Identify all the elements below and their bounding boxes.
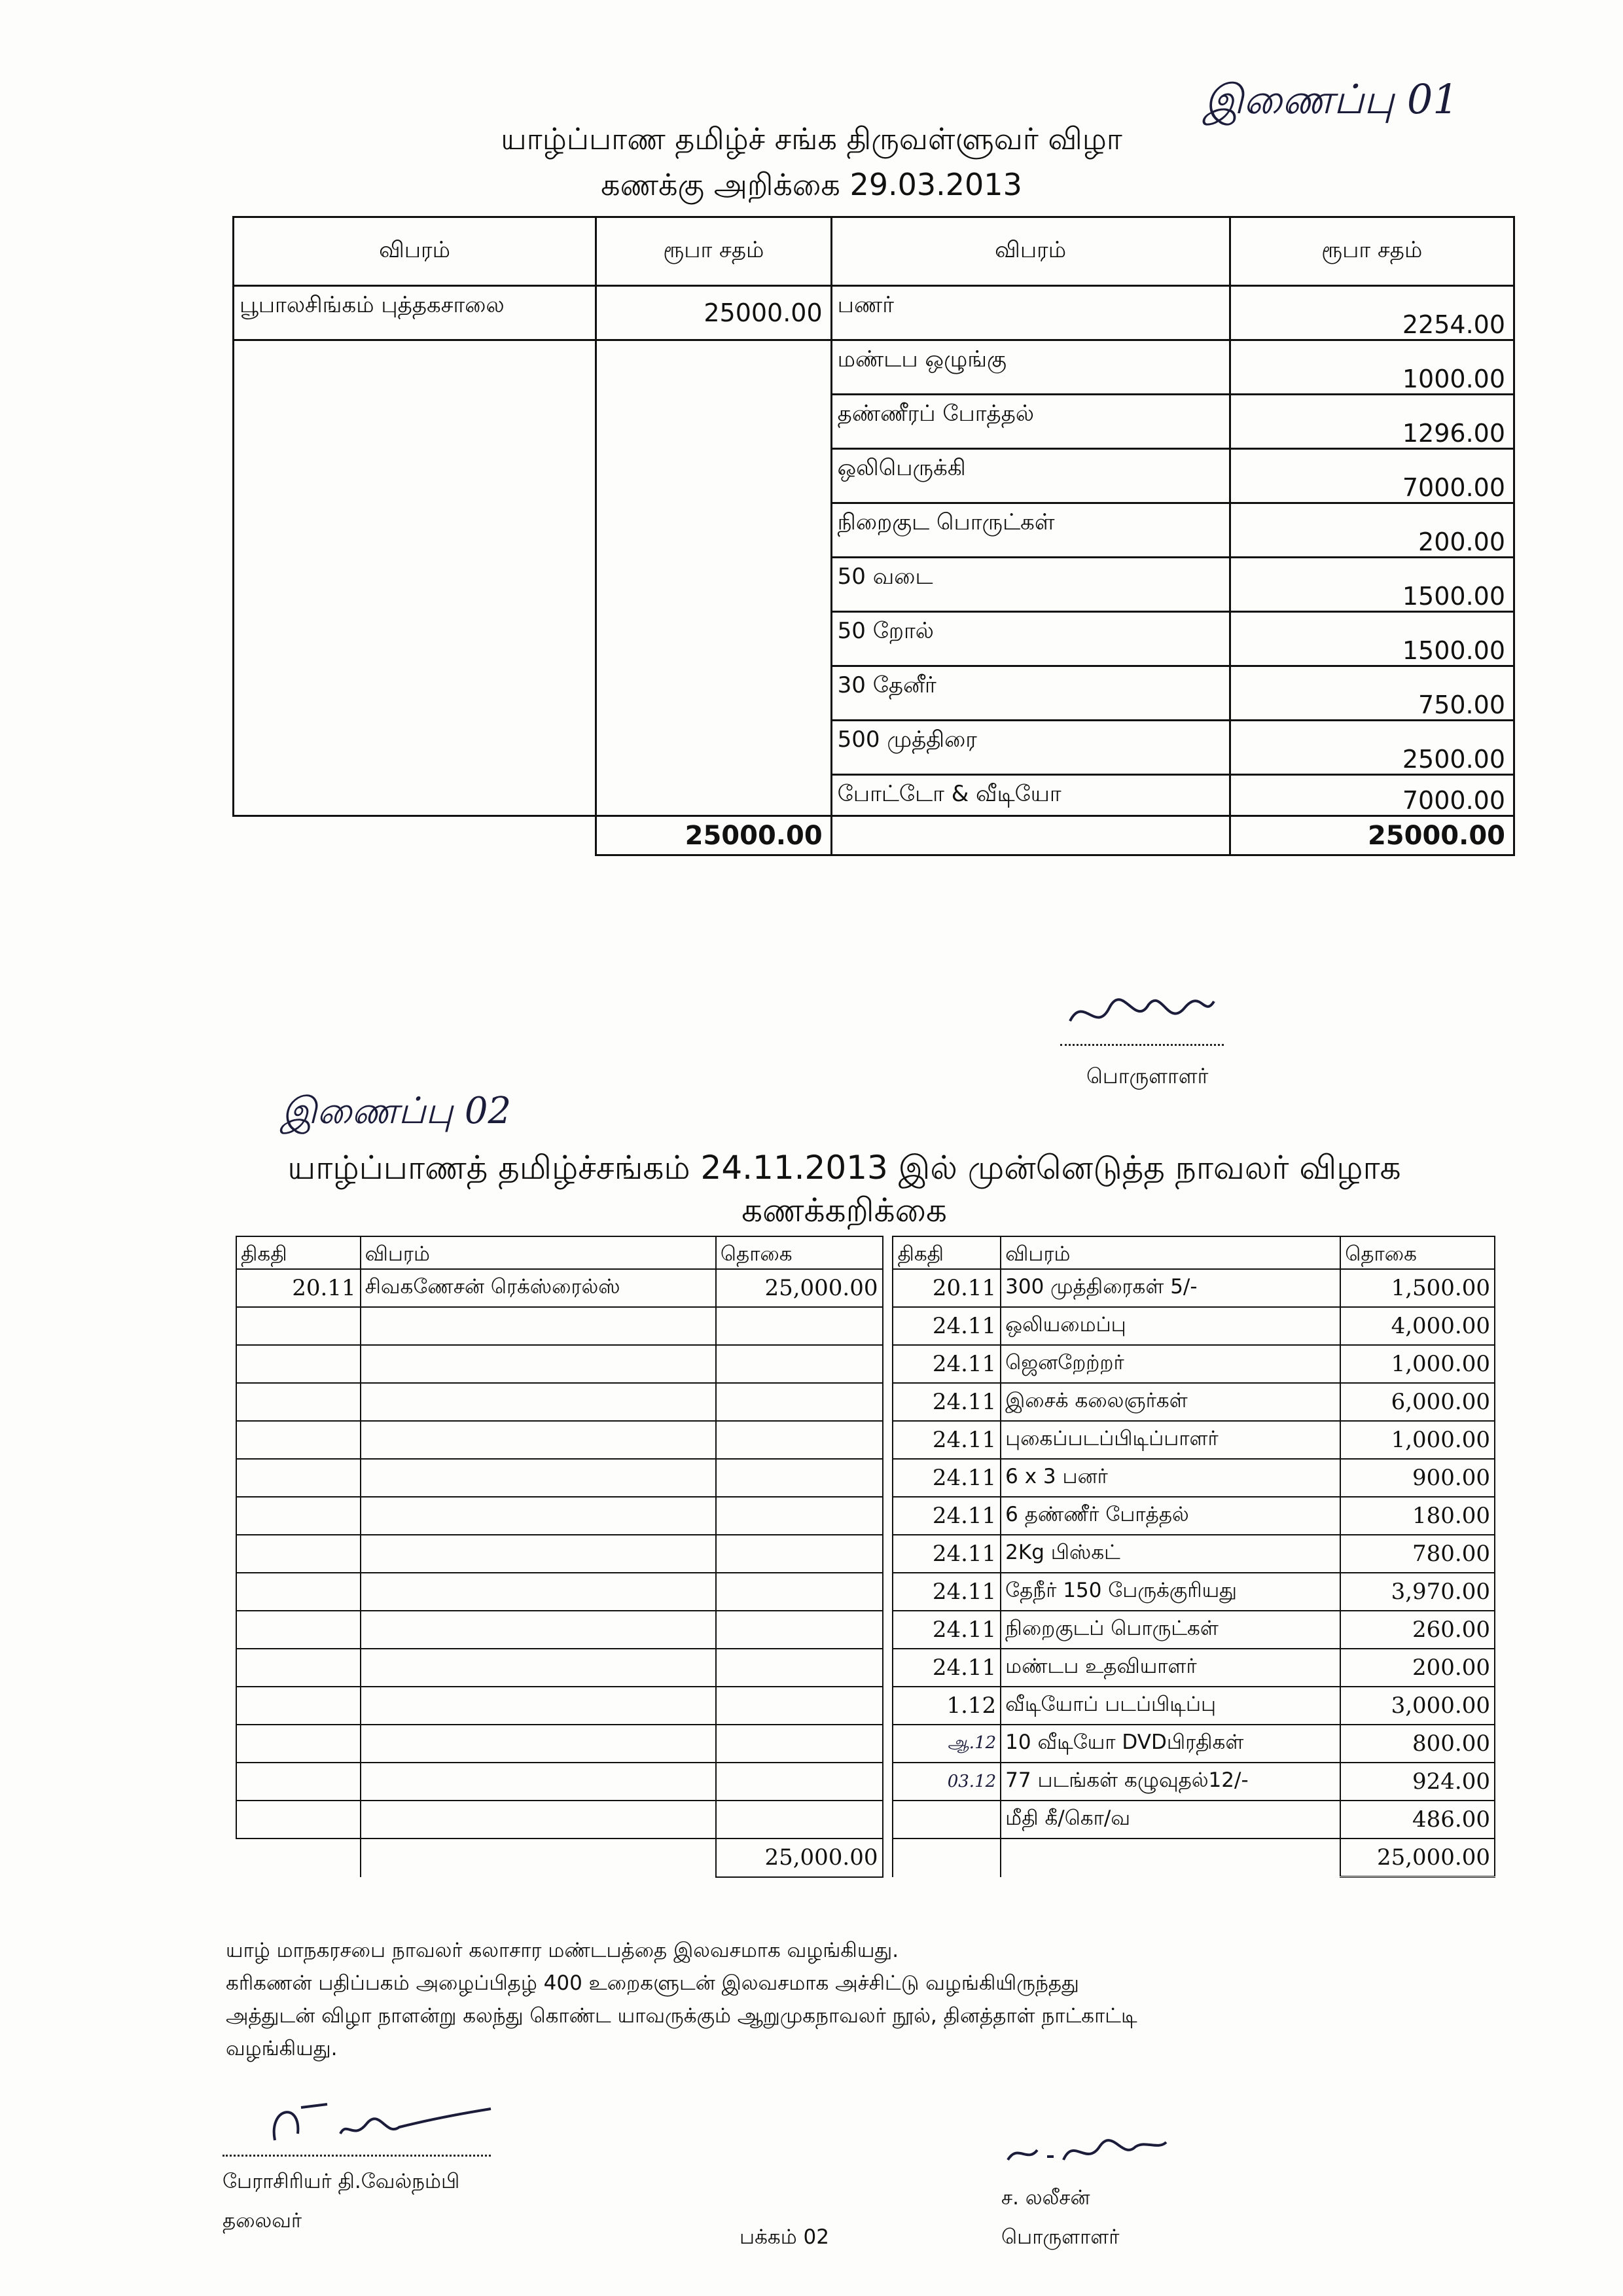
expense-desc: தேநீர் 150 பேருக்குரியது [1001, 1573, 1340, 1611]
income-desc: சிவகணேசன் ரெக்ஸ்ரைல்ஸ் [361, 1269, 716, 1307]
expense-amount: 2500.00 [1230, 721, 1514, 775]
signature-line [1060, 1044, 1224, 1046]
treasurer-signature-2 [1001, 2124, 1171, 2176]
expense-amount: 260.00 [1340, 1611, 1495, 1649]
expense-desc: மண்டப ஒழுங்கு [831, 340, 1230, 395]
expense-date: 20.11 [893, 1269, 1001, 1307]
chairman-signature [262, 2094, 497, 2157]
treasurer-signature-1 [1063, 982, 1221, 1044]
expense-total: 25,000.00 [1340, 1839, 1495, 1877]
expense-amount: 1500.00 [1230, 558, 1514, 612]
expense-desc: மீதி கீ/கொ/வ [1001, 1801, 1340, 1839]
date-header: திகதி [236, 1236, 361, 1269]
expense-amount: 1,000.00 [1340, 1345, 1495, 1383]
expense-desc: 300 முத்திரைகள் 5/- [1001, 1269, 1340, 1307]
note-line: வழங்கியது. [226, 2037, 338, 2060]
expense-amount: 1000.00 [1230, 340, 1514, 395]
income-date: 20.11 [236, 1269, 361, 1307]
expense-desc: 77 படங்கள் கழுவுதல்12/- [1001, 1763, 1340, 1801]
income-desc: பூபாலசிங்கம் புத்தகசாலை [234, 286, 596, 340]
desc-header: விபரம் [1001, 1236, 1340, 1269]
desc-header: விபரம் [361, 1236, 716, 1269]
expense-desc: ஒலிபெருக்கி [831, 449, 1230, 503]
expense-amount: 3,970.00 [1340, 1573, 1495, 1611]
expense-amount: 7000.00 [1230, 775, 1514, 816]
chairman-name: பேராசிரியர் தி.வேல்நம்பி [223, 2170, 460, 2193]
note-line: அத்துடன் விழா நாளன்று கலந்து கொண்ட யாவருக்கும் ஆறுமுகநாவலர் நூல், தினத்தாள் நாட்காட்டி [226, 2004, 1137, 2028]
expense-amount: 780.00 [1340, 1535, 1495, 1573]
expense-amount: 750.00 [1230, 666, 1514, 721]
expense-amount: 180.00 [1340, 1497, 1495, 1535]
expense-desc: இசைக் கலைஞர்கள் [1001, 1383, 1340, 1421]
income-desc-header: விபரம் [234, 217, 596, 286]
expense-desc: புகைப்படப்பிடிப்பாளர் [1001, 1421, 1340, 1459]
expense-amount: 486.00 [1340, 1801, 1495, 1839]
expense-date: 24.11 [893, 1611, 1001, 1649]
expense-desc: 10 வீடியோ DVDபிரதிகள் [1001, 1725, 1340, 1763]
expense-desc: 6 தண்ணீர் போத்தல் [1001, 1497, 1340, 1535]
expense-amount: 1,000.00 [1340, 1421, 1495, 1459]
income-blank-cell [234, 340, 596, 816]
expense-amount: 2254.00 [1230, 286, 1514, 340]
blank-cell [234, 816, 596, 855]
expense-desc: 50 றோல் [831, 612, 1230, 666]
section2-title: யாழ்ப்பாணத் தமிழ்ச்சங்கம் 24.11.2013 இல் முன்னெடுத்த நாவலர் விழாக [287, 1149, 1401, 1187]
expense-date: 24.11 [893, 1345, 1001, 1383]
expense-desc: போட்டோ & வீடியோ [831, 775, 1230, 816]
notes-block [226, 1934, 1502, 2065]
expense-desc: 500 முத்திரை [831, 721, 1230, 775]
expense-desc: தண்ணீரப் போத்தல் [831, 395, 1230, 449]
expense-desc: வீடியோப் படப்பிடிப்பு [1001, 1687, 1340, 1725]
expense-amount: 1,500.00 [1340, 1269, 1495, 1307]
section2-subtitle: கணக்கறிக்கை [741, 1191, 947, 1229]
treasurer-name: ச. லலீசன் [1001, 2186, 1090, 2210]
income-amount-header: ரூபா சதம் [596, 217, 832, 286]
date-header: திகதி [893, 1236, 1001, 1269]
expense-amount: 6,000.00 [1340, 1383, 1495, 1421]
note-line: யாழ் மாநகரசபை நாவலர் கலாசார மண்டபத்தை இலவசமாக வழங்கியது. [226, 1939, 899, 1962]
section2-accounts-table [236, 1236, 1495, 1878]
expense-date: 24.11 [893, 1497, 1001, 1535]
amount-header: தொகை [716, 1236, 883, 1269]
expense-amount: 1500.00 [1230, 612, 1514, 666]
section1-title: யாழ்ப்பாண தமிழ்ச் சங்க திருவள்ளுவர் விழா [501, 121, 1122, 156]
expense-amount: 924.00 [1340, 1763, 1495, 1801]
expense-date: 24.11 [893, 1535, 1001, 1573]
expense-amount: 7000.00 [1230, 449, 1514, 503]
expense-desc: நிறைகுட பொருட்கள் [831, 503, 1230, 558]
income-blank-amount-cell [596, 340, 832, 816]
blank-cell [831, 816, 1230, 855]
expense-total: 25000.00 [1230, 816, 1514, 855]
signature-line [223, 2155, 491, 2157]
expense-amount: 200.00 [1340, 1649, 1495, 1687]
expense-desc: ஒலியமைப்பு [1001, 1307, 1340, 1345]
treasurer-title-1: பொருளாளர் [1086, 1064, 1209, 1088]
expense-date: 24.11 [893, 1573, 1001, 1611]
expense-desc: 2Kg பிஸ்கட் [1001, 1535, 1340, 1573]
treasurer-title-2: பொருளாளர் [1001, 2225, 1120, 2249]
expense-amount: 800.00 [1340, 1725, 1495, 1763]
expense-date: 24.11 [893, 1649, 1001, 1687]
expense-amount: 4,000.00 [1340, 1307, 1495, 1345]
expense-amount: 1296.00 [1230, 395, 1514, 449]
expense-amount: 200.00 [1230, 503, 1514, 558]
amount-header: தொகை [1340, 1236, 1495, 1269]
income-amount: 25,000.00 [716, 1269, 883, 1307]
expense-amount: 900.00 [1340, 1459, 1495, 1497]
expense-desc: நிறைகுடப் பொருட்கள் [1001, 1611, 1340, 1649]
expense-date: 1.12 [893, 1687, 1001, 1725]
expense-desc: மண்டப உதவியாளர் [1001, 1649, 1340, 1687]
expense-amount-header: ரூபா சதம் [1230, 217, 1514, 286]
expense-date: 24.11 [893, 1307, 1001, 1345]
expense-date [893, 1801, 1001, 1839]
income-total: 25,000.00 [716, 1839, 883, 1877]
expense-amount: 3,000.00 [1340, 1687, 1495, 1725]
expense-date-handwritten: ஆ.12 [893, 1725, 1001, 1763]
income-total: 25000.00 [596, 816, 832, 855]
expense-desc: ஜெனறேற்றர் [1001, 1345, 1340, 1383]
section1-subtitle: கணக்கு அறிக்கை 29.03.2013 [601, 167, 1022, 202]
expense-date: 24.11 [893, 1459, 1001, 1497]
expense-desc-header: விபரம் [831, 217, 1230, 286]
expense-desc: பணர் [831, 286, 1230, 340]
chairman-title: தலைவர் [223, 2209, 302, 2233]
annotation-attachment-01: இணைப்பு 01 [1204, 75, 1459, 123]
expense-date-handwritten: 03.12 [893, 1763, 1001, 1801]
expense-desc: 30 தேனீர் [831, 666, 1230, 721]
note-line: கரிகணன் பதிப்பகம் அழைப்பிதழ் 400 உறைகளுடன் இலவசமாக அச்சிட்டு வழங்கியிருந்தது [226, 1971, 1079, 1995]
expense-date: 24.11 [893, 1421, 1001, 1459]
annotation-attachment-02: இணைப்பு 02 [281, 1090, 512, 1132]
income-amount: 25000.00 [596, 286, 832, 340]
expense-desc: 6 x 3 பனர் [1001, 1459, 1340, 1497]
section1-accounts-table [232, 216, 1515, 856]
expense-date: 24.11 [893, 1383, 1001, 1421]
expense-desc: 50 வடை [831, 558, 1230, 612]
page-number: பக்கம் 02 [740, 2225, 829, 2249]
